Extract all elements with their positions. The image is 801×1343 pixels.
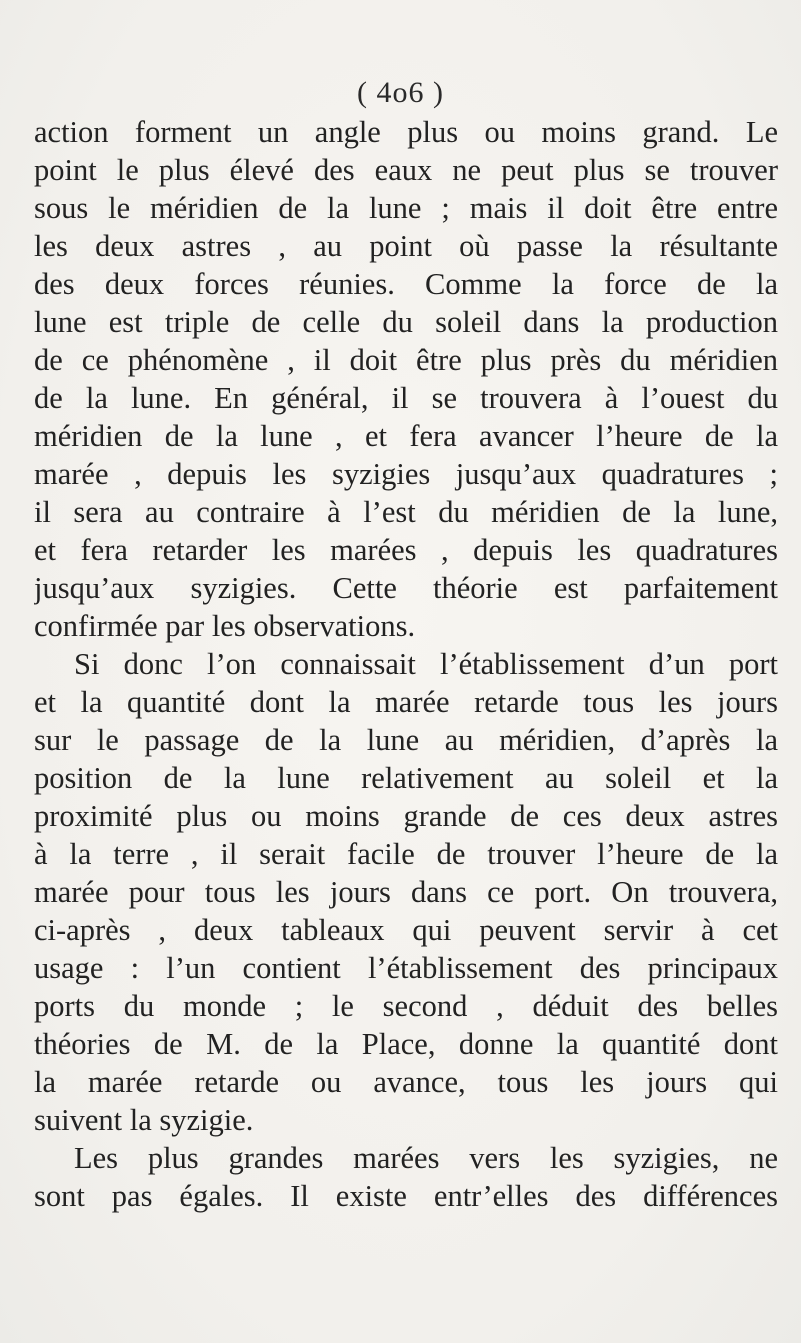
text-line: position de la lune relativement au soleil et la [34,761,778,795]
text-line: marée , depuis les syzigies jusqu’aux quadratures ; [34,457,778,491]
text-line: à la terre , il serait facile de trouver l’heure de la [34,837,778,871]
text-line: sous le méridien de la lune ; mais il doit être entre [34,191,778,225]
text-line: confirmée par les observations. [34,609,416,643]
text-line: point le plus élevé des eaux ne peut plus se trouver [34,153,778,187]
text-line: de ce phénomène , il doit être plus près du méridien [34,343,778,377]
text-line: suivent la syzigie. [34,1103,254,1137]
text-line: méridien de la lune , et fera avancer l’heure de la [34,419,778,453]
text-line: marée pour tous les jours dans ce port. On trouvera, [34,875,778,909]
body-text [34,113,778,1215]
text-line: de la lune. En général, il se trouvera à l’ouest du [34,381,778,415]
page-number: ( 4o6 ) [357,76,444,109]
text-line: Si donc l’on connaissait l’établissement d’un port [74,647,778,681]
text-line: des deux forces réunies. Comme la force de la [34,267,778,301]
text-line: il sera au contraire à l’est du méridien de la lune, [34,495,778,529]
text-line: action forment un angle plus ou moins grand. Le [34,115,778,149]
text-line: et fera retarder les marées , depuis les quadratures [34,533,778,567]
text-line: ports du monde ; le second , déduit des belles [34,989,778,1023]
text-line: lune est triple de celle du soleil dans la production [34,305,778,339]
text-line: jusqu’aux syzigies. Cette théorie est parfaitement [34,571,778,605]
text-line: et la quantité dont la marée retarde tous les jours [34,685,778,719]
text-line: sur le passage de la lune au méridien, d’après la [34,723,778,757]
text-line: la marée retarde ou avance, tous les jours qui [34,1065,778,1099]
text-line: ci-après , deux tableaux qui peuvent servir à cet [34,913,778,947]
text-line: sont pas égales. Il existe entr’elles des différences [34,1179,778,1213]
text-line: théories de M. de la Place, donne la quantité dont [34,1027,778,1061]
text-line: les deux astres , au point où passe la résultante [34,229,778,263]
text-line: usage : l’un contient l’établissement des principaux [34,951,778,985]
text-line: Les plus grandes marées vers les syzigies, ne [74,1141,778,1175]
text-line: proximité plus ou moins grande de ces deux astres [34,799,778,833]
